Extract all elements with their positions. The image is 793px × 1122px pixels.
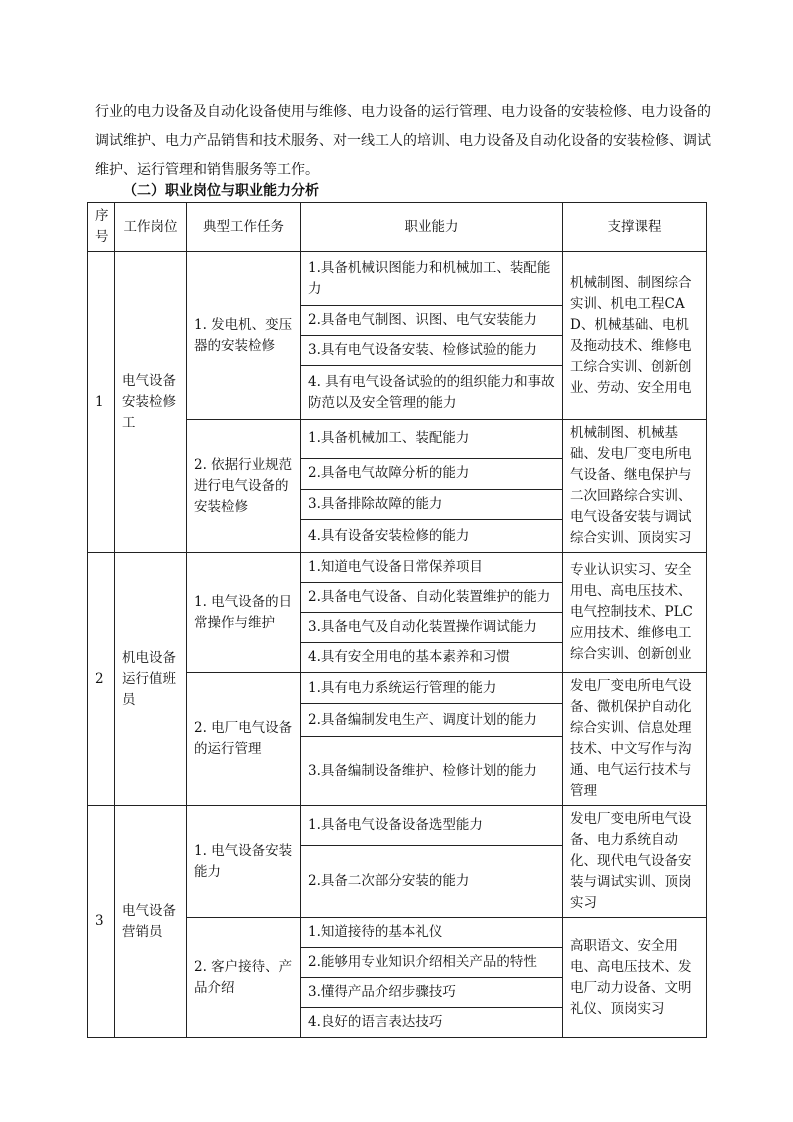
ability-item: 4. 具有电气设备试验的的组织能力和事故防范以及安全管理的能力	[301, 366, 563, 420]
support-courses: 高职语文、安全用电、高电压技术、发电厂动力设备、文明礼仪、顶岗实习	[563, 918, 707, 1038]
typical-task: 2. 依据行业规范进行电气设备的安装检修	[187, 420, 301, 553]
table-header-row	[88, 203, 707, 252]
ability-item: 2.能够用专业知识介绍相关产品的特性	[301, 948, 563, 978]
row-number: 3	[88, 806, 115, 1038]
header-task: 典型工作任务	[187, 203, 301, 252]
ability-item: 2.具备二次部分安装的能力	[301, 846, 563, 918]
typical-task: 1. 电气设备的日常操作与维护	[187, 553, 301, 673]
table-row	[88, 806, 707, 846]
ability-item: 4.良好的语言表达技巧	[301, 1008, 563, 1038]
ability-item: 2.具备电气设备、自动化装置维护的能力	[301, 583, 563, 613]
ability-item: 3.具备电气及自动化装置操作调试能力	[301, 613, 563, 643]
ability-item: 1.知道接待的基本礼仪	[301, 918, 563, 948]
ability-item: 3.具备编制设备维护、检修计划的能力	[301, 737, 563, 806]
job-position: 电气设备营销员	[115, 806, 187, 1038]
header-position: 工作岗位	[115, 203, 187, 252]
job-position: 电气设备安装检修工	[115, 252, 187, 553]
support-courses: 专业认识实习、安全用电、高电压技术、电气控制技术、PLC应用技术、维修电工综合实训、创新创业	[563, 553, 707, 673]
ability-item: 1.知道电气设备日常保养项目	[301, 553, 563, 583]
row-number: 2	[88, 553, 115, 806]
typical-task: 2. 电厂电气设备的运行管理	[187, 673, 301, 806]
row-number: 1	[88, 252, 115, 553]
ability-item: 2.具备编制发电生产、调度计划的能力	[301, 704, 563, 737]
ability-item: 1.具备机械识图能力和机械加工、装配能力	[301, 252, 563, 306]
ability-item: 2.具备电气制图、识图、电气安装能力	[301, 306, 563, 336]
header-ability: 职业能力	[301, 203, 563, 252]
job-ability-table	[87, 202, 707, 1038]
section-heading: （二）职业岗位与职业能力分析	[123, 183, 319, 199]
intro-paragraph: 行业的电力设备及自动化设备使用与维修、电力设备的运行管理、电力设备的安装检修、电力设备的调试维护、电力产品销售和技术服务、对一线工人的培训、电力设备及自动化设备的安装检修、调试维护、运行管理和销售服务等工作。	[95, 104, 711, 178]
ability-item: 3.具备排除故障的能力	[301, 489, 563, 520]
typical-task: 2. 客户接待、产品介绍	[187, 918, 301, 1038]
support-courses: 发电厂变电所电气设备、微机保护自动化综合实训、信息处理技术、中文写作与沟通、电气运行技术与管理	[563, 673, 707, 806]
ability-item: 3.具有电气设备安装、检修试验的能力	[301, 336, 563, 366]
header-number: 序号	[88, 203, 115, 252]
ability-item: 1.具有电力系统运行管理的能力	[301, 673, 563, 704]
header-courses: 支撑课程	[563, 203, 707, 252]
ability-item: 3.懂得产品介绍步骤技巧	[301, 978, 563, 1008]
ability-item: 4.具有设备安装检修的能力	[301, 520, 563, 553]
support-courses: 机械制图、制图综合实训、机电工程CAD、机械基础、电机及拖动技术、维修电工综合实训、创新创业、劳动、安全用电	[563, 252, 707, 420]
table-row	[88, 553, 707, 583]
support-courses: 发电厂变电所电气设备、电力系统自动化、现代电气设备安装与调试实训、顶岗实习	[563, 806, 707, 918]
ability-item: 1.具备机械加工、装配能力	[301, 420, 563, 459]
table-row	[88, 252, 707, 306]
typical-task: 1. 电气设备安装能力	[187, 806, 301, 918]
ability-item: 2.具备电气故障分析的能力	[301, 458, 563, 489]
ability-item: 1.具备电气设备设备选型能力	[301, 806, 563, 846]
support-courses: 机械制图、机械基础、发电厂变电所电气设备、继电保护与二次回路综合实训、电气设备安装与调试综合实训、顶岗实习	[563, 420, 707, 553]
typical-task: 1. 发电机、变压器的安装检修	[187, 252, 301, 420]
ability-item: 4.具有安全用电的基本素养和习惯	[301, 643, 563, 673]
job-position: 机电设备运行值班员	[115, 553, 187, 806]
